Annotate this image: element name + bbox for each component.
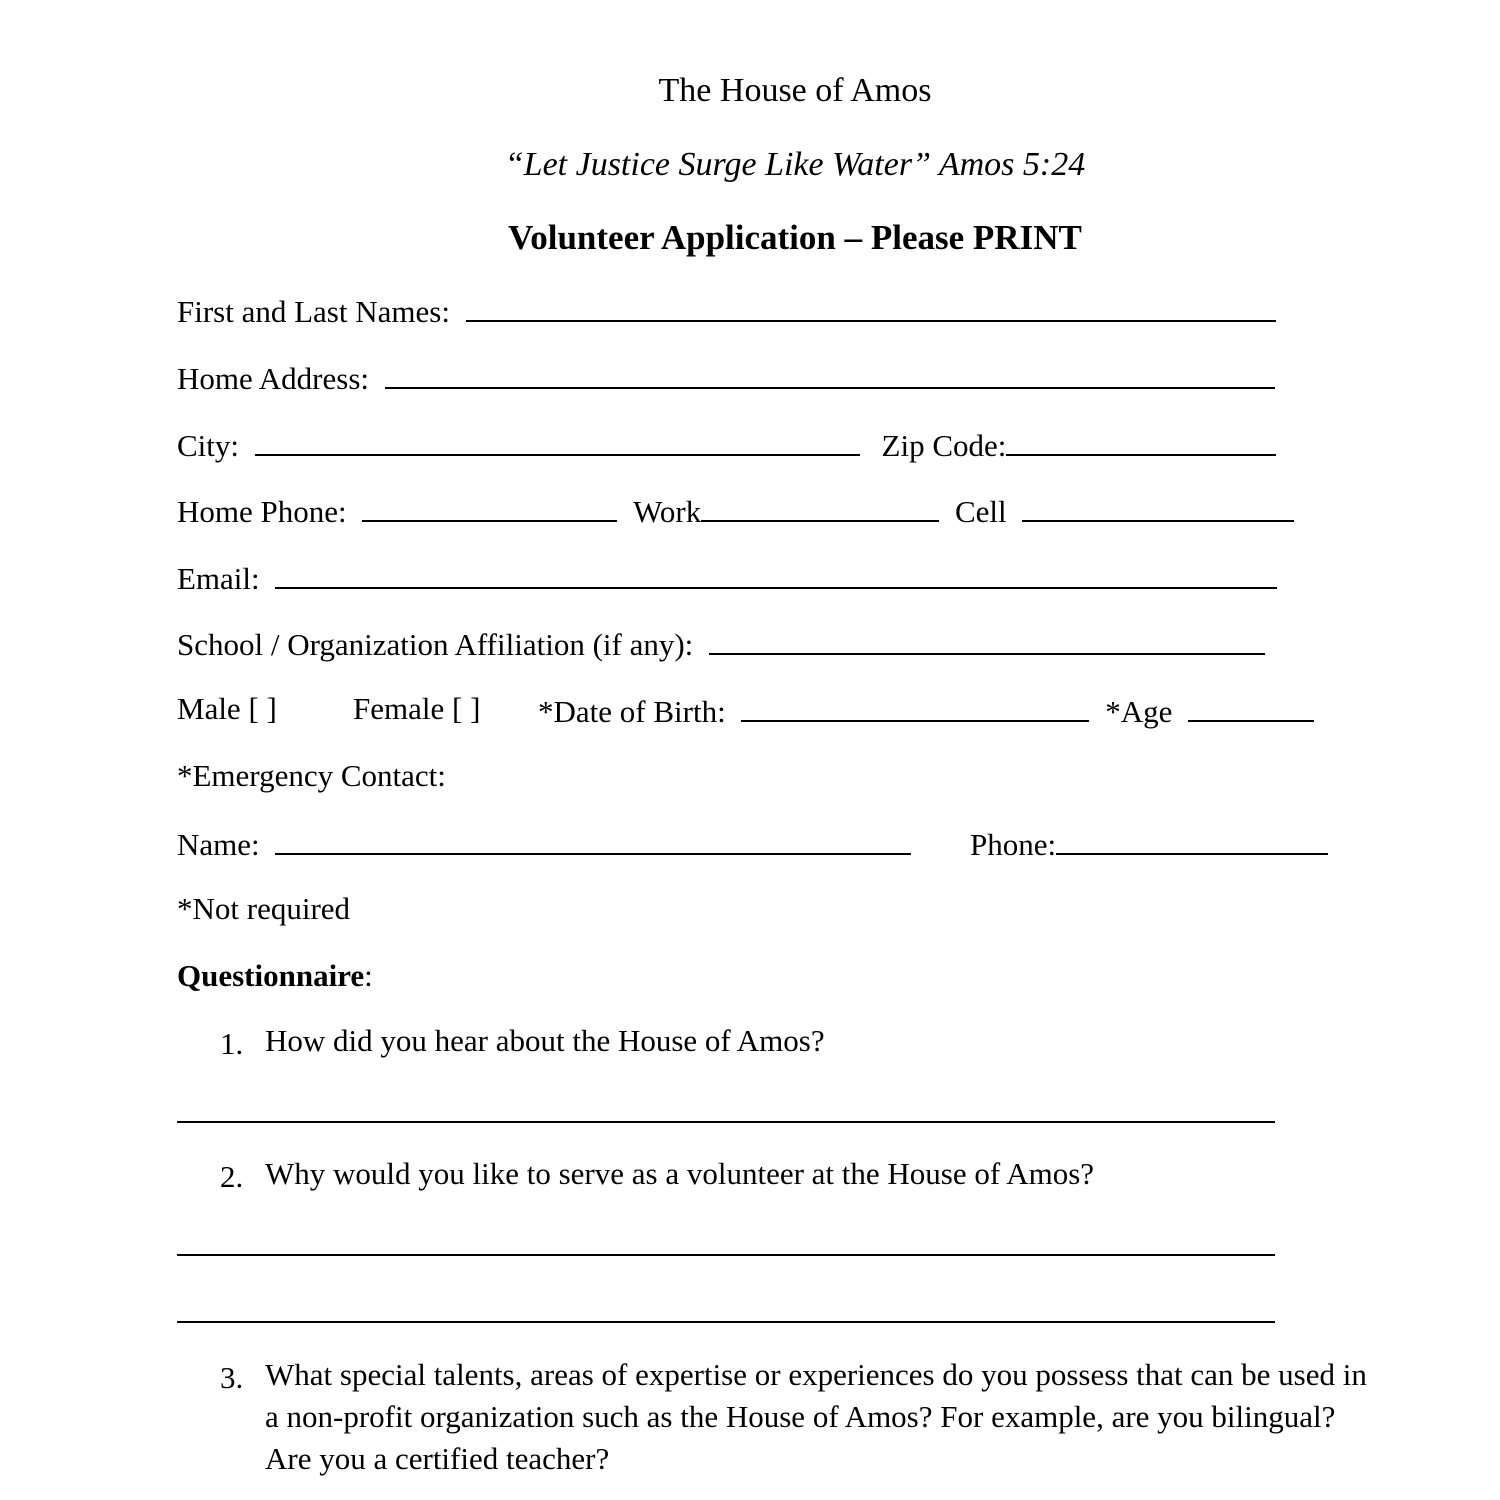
age-label: *Age (1105, 694, 1173, 729)
female-checkbox[interactable]: Female [ ] (353, 691, 481, 726)
affiliation-row (177, 626, 1265, 660)
email-row (177, 560, 1277, 594)
work-label: Work (633, 494, 702, 529)
city-zip-row (177, 427, 1276, 461)
emergency-contact-label: *Emergency Contact: (177, 758, 446, 793)
questionnaire-colon: : (364, 958, 373, 993)
home-phone-label: Home Phone: (177, 494, 347, 529)
question-1-text (265, 1020, 825, 1062)
question-3-line-3: Are you a certified teacher? (265, 1441, 610, 1476)
zip-label: Zip Code: (881, 428, 1007, 463)
question-2-number: 2. (220, 1159, 244, 1194)
ec-phone-group (970, 826, 1328, 860)
motto: “Let Justice Surge Like Water” Amos 5:24 (504, 146, 1086, 183)
form-title: Volunteer Application – Please PRINT (508, 218, 1082, 257)
question-2-answer-line-2[interactable] (177, 1321, 1275, 1323)
dob-field[interactable] (741, 693, 1089, 722)
dob-group (538, 693, 1314, 727)
address-field[interactable] (385, 360, 1275, 389)
address-label: Home Address: (177, 361, 370, 396)
email-field[interactable] (275, 560, 1277, 589)
zip-field[interactable] (1006, 427, 1276, 456)
male-checkbox[interactable]: Male [ ] (177, 691, 277, 726)
emergency-contact-row (177, 826, 1337, 862)
city-field[interactable] (255, 427, 860, 456)
phone-row (177, 493, 1294, 527)
affiliation-field[interactable] (709, 626, 1265, 655)
cell-phone-field[interactable] (1022, 493, 1294, 522)
questionnaire-heading (177, 960, 373, 991)
question-1-line: How did you hear about the House of Amos? (265, 1023, 825, 1058)
ec-name-label: Name: (177, 827, 260, 862)
question-3-text (265, 1354, 1367, 1480)
question-3-line-1: What special talents, areas of expertise or experiences do you possess that can be used in (265, 1357, 1367, 1392)
question-3-line-2: a non-profit organization such as the House of Amos? For example, are you bilingual? (265, 1399, 1336, 1434)
home-phone-field[interactable] (362, 493, 617, 522)
address-row (177, 360, 1275, 394)
ec-name-field[interactable] (275, 826, 911, 855)
affiliation-label: School / Organization Affiliation (if any): (177, 627, 694, 662)
ec-phone-label: Phone: (970, 827, 1057, 862)
city-label: City: (177, 428, 240, 463)
age-field[interactable] (1188, 693, 1314, 722)
organization-name: The House of Amos (658, 72, 932, 109)
names-label: First and Last Names: (177, 294, 450, 329)
question-2-text (265, 1153, 1094, 1195)
gender-dob-row (177, 693, 1327, 729)
question-1-number: 1. (220, 1026, 244, 1061)
dob-label: *Date of Birth: (538, 694, 726, 729)
email-label: Email: (177, 561, 260, 596)
question-3-number: 3. (220, 1360, 244, 1395)
cell-label: Cell (954, 494, 1007, 529)
question-2-answer-line-1[interactable] (177, 1254, 1275, 1256)
work-phone-field[interactable] (701, 493, 939, 522)
question-2-line: Why would you like to serve as a volunteer at the House of Amos? (265, 1156, 1095, 1191)
names-field[interactable] (466, 293, 1276, 322)
ec-phone-field[interactable] (1056, 826, 1328, 855)
not-required-note: *Not required (177, 891, 351, 926)
ec-name-group (177, 826, 911, 860)
question-1-answer-line[interactable] (177, 1121, 1275, 1123)
questionnaire-title: Questionnaire (177, 958, 365, 993)
names-row (177, 293, 1276, 327)
